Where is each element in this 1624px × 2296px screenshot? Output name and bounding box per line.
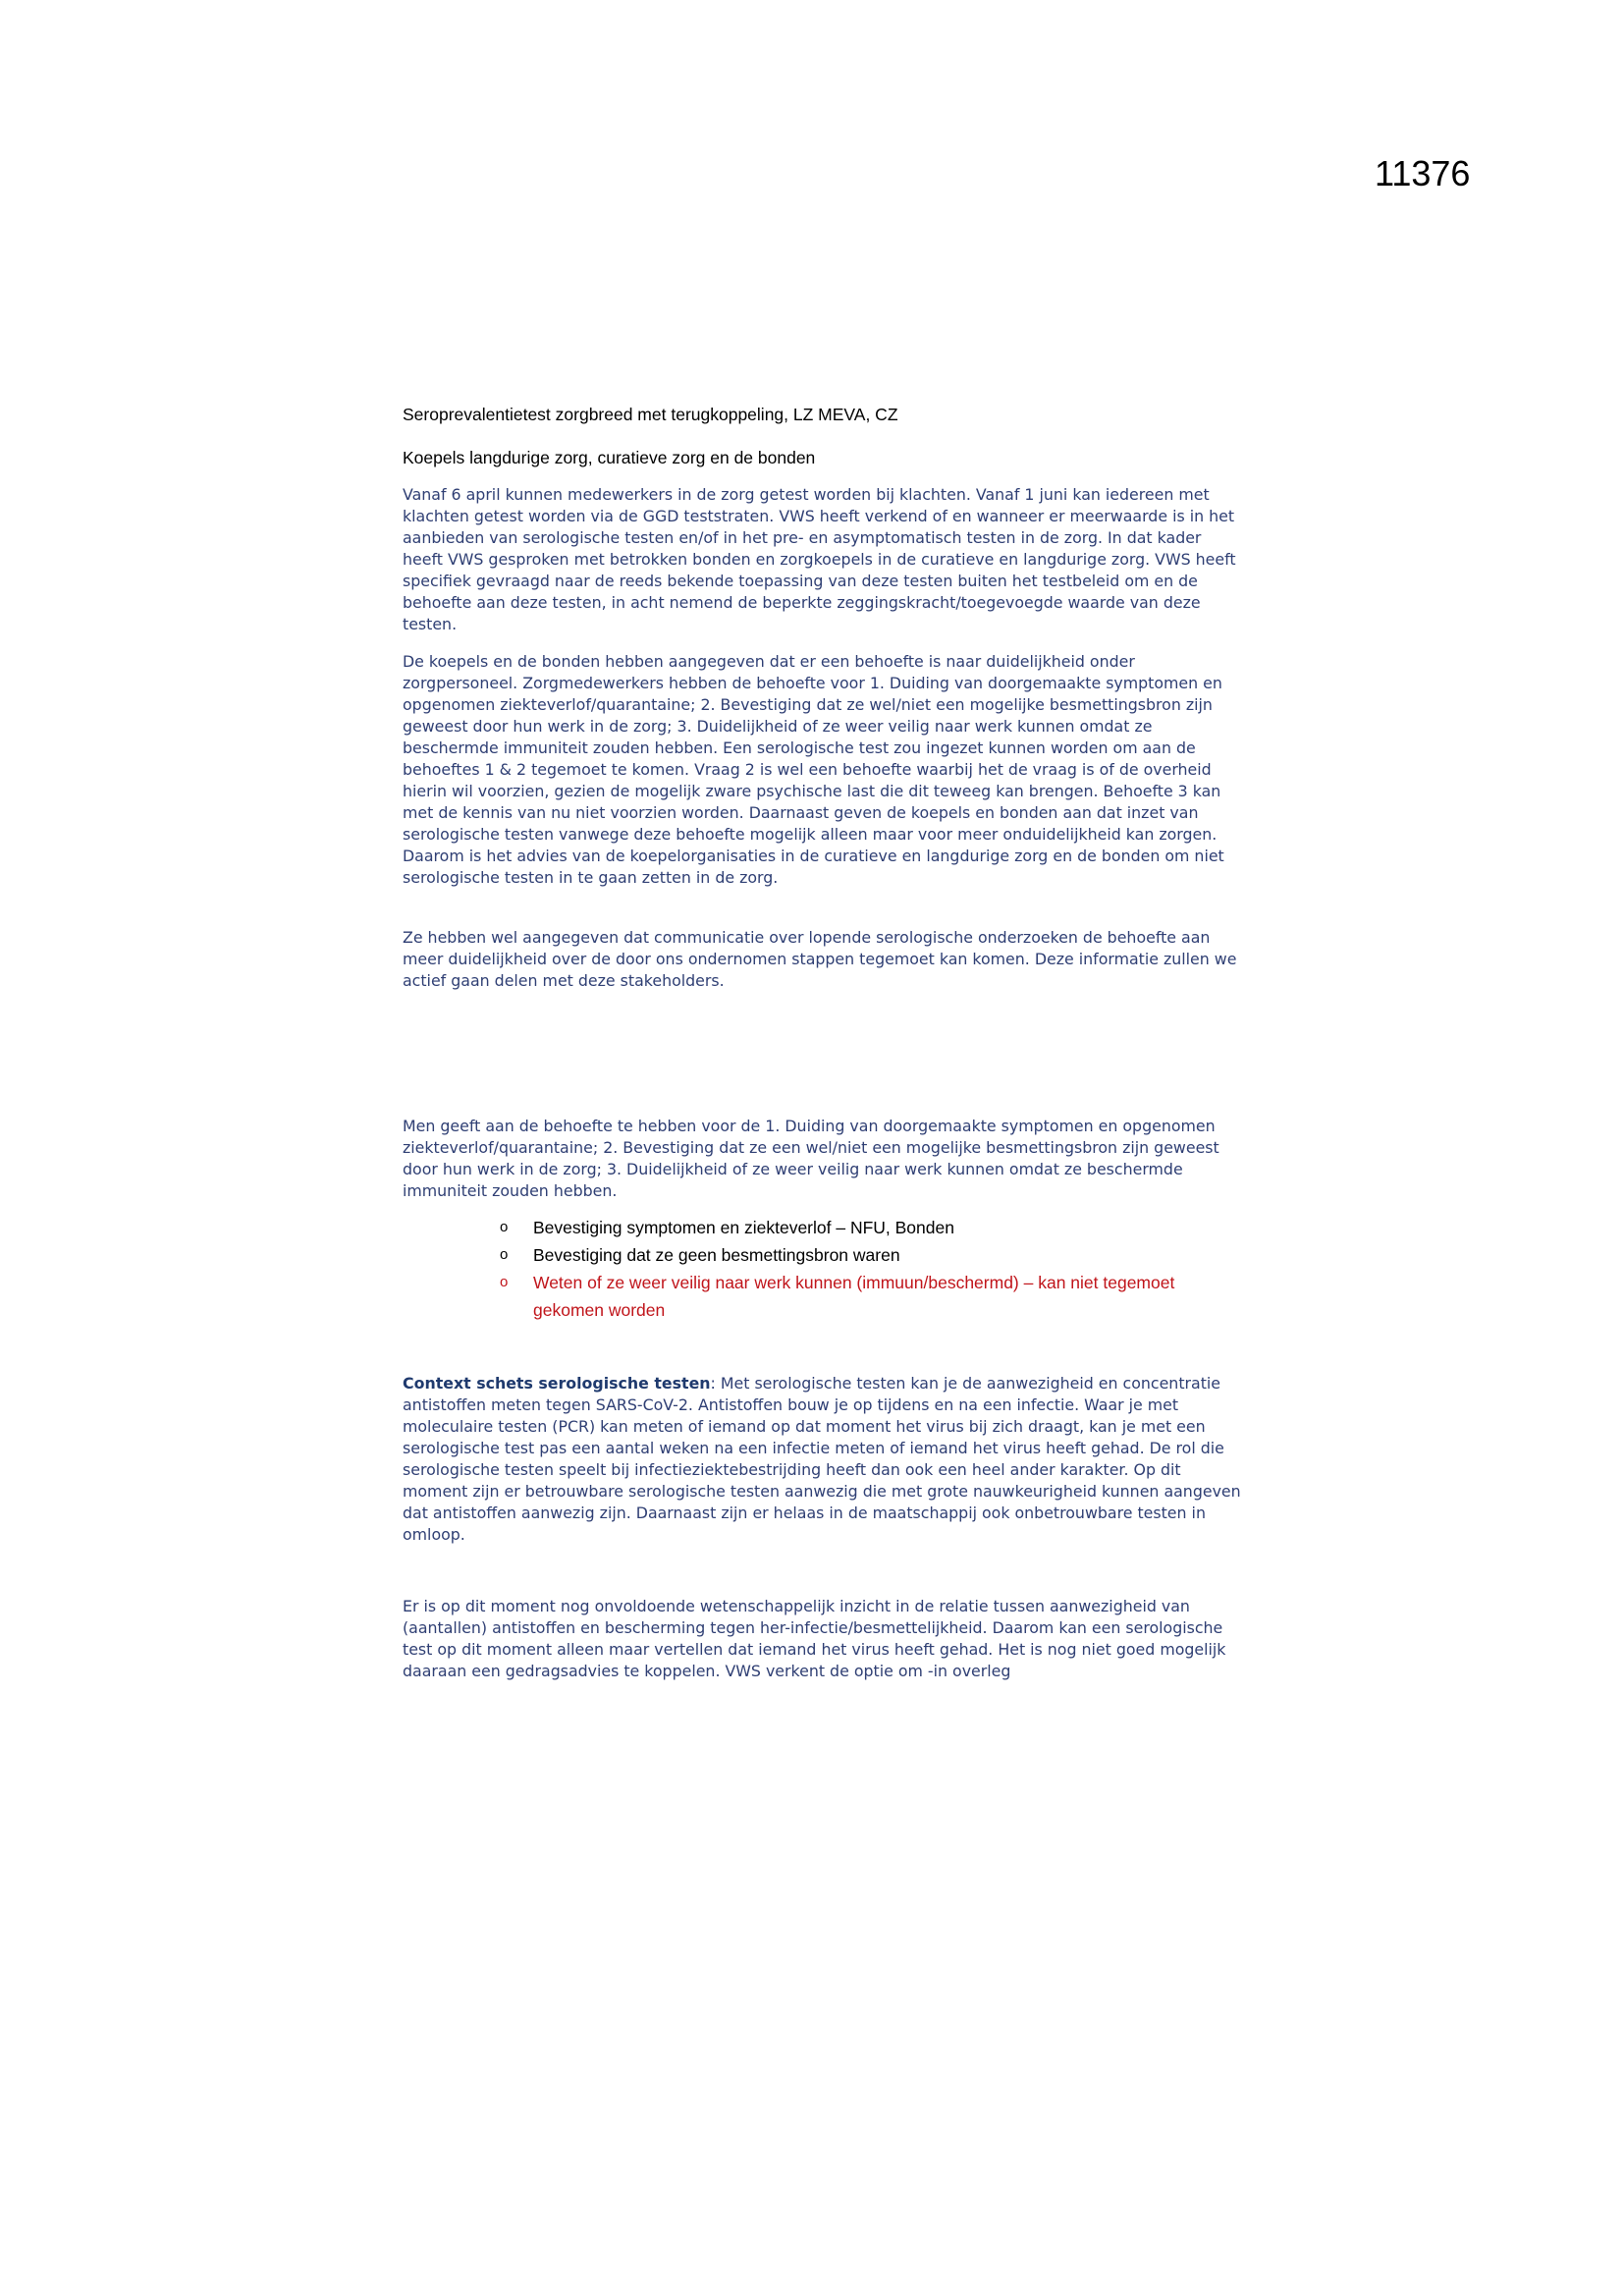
bullet-text: Bevestiging dat ze geen besmettingsbron waren bbox=[533, 1245, 900, 1265]
paragraph-final: Er is op dit moment nog onvoldoende wetenschappelijk inzicht in de relatie tussen aanwezigheid van (aantallen) antistoffen en bescherming tegen her-infectie/besmettelijkheid. Daarom kan een serologische test op dit moment alleen maar vertellen dat iemand het virus heeft gehad. Het is nog niet goed mogelijk daaraan een gedragsadvies te koppelen. VWS verkent de optie om -in overleg bbox=[403, 1597, 1226, 1680]
bullet-text: Weten of ze weer veilig naar werk kunnen (immuun/beschermd) – kan niet tegemoet gekomen worden bbox=[533, 1273, 1175, 1320]
bullet-marker: o bbox=[500, 1274, 509, 1290]
list-item bbox=[496, 1269, 1242, 1324]
bullet-list bbox=[496, 1214, 1242, 1324]
bullet-text: Bevestiging symptomen en ziekteverlof – NFU, Bonden bbox=[533, 1218, 954, 1237]
paragraph-intro: Vanaf 6 april kunnen medewerkers in de zorg getest worden bij klachten. Vanaf 1 juni kan iedereen met klachten getest worden via de GGD teststraten. VWS heeft verkend of en wanneer er meerwaarde is in het aanbieden van serologische testen en/of in het pre- en asymptomatisch testen in de zorg. In dat kader heeft VWS gesproken met betrokken bonden en zorgkoepels in de curatieve en langdurige zorg. VWS heeft specifiek gevraagd naar de reeds bekende toepassing van deze testen buiten het testbeleid om en de behoefte aan deze testen, in acht nemend de beperkte zeggingskracht/toegevoegde waarde van deze testen. bbox=[403, 485, 1236, 633]
paragraph-context bbox=[403, 1373, 1243, 1546]
paragraph-behoefte: Men geeft aan de behoefte te hebben voor de 1. Duiding van doorgemaakte symptomen en opgenomen ziekteverlof/quarantaine; 2. Bevestiging dat ze een wel/niet een mogelijke besmettingsbron zijn geweest door hun werk in de zorg; 3. Duidelijkheid of ze weer veilig naar werk kunnen omdat ze beschermde immuniteit zouden hebben. bbox=[403, 1117, 1219, 1200]
page-number: 11376 bbox=[1375, 153, 1471, 193]
document-subtitle: Koepels langdurige zorg, curatieve zorg en de bonden bbox=[403, 448, 816, 467]
bullet-marker: o bbox=[500, 1246, 509, 1263]
context-text: : Met serologische testen kan je de aanwezigheid en concentratie antistoffen meten tegen SARS-CoV-2. Antistoffen bouw je op tijdens en na een infectie. Waar je met moleculaire testen (PCR) kan meten of iemand op dat moment het virus bij zich draagt, kan je met een serologische test pas een aantal weken na een infectie meten of iemand het virus heeft gehad. De rol die serologische testen speelt bij infectieziektebestrijding heeft dan ook een heel ander karakter. Op dit moment zijn er betrouwbare serologische testen aanwezig die met grote nauwkeurigheid kunnen aangeven dat antistoffen aanwezig zijn. Daarnaast zijn er helaas in de maatschappij ook onbetrouwbare testen in omloop. bbox=[403, 1374, 1241, 1544]
document-title: Seroprevalentietest zorgbreed met terugkoppeling, LZ MEVA, CZ bbox=[403, 405, 898, 424]
list-item bbox=[496, 1214, 1242, 1241]
list-item bbox=[496, 1241, 1242, 1269]
paragraph-needs: De koepels en de bonden hebben aangegeven dat er een behoefte is naar duidelijkheid onder zorgpersoneel. Zorgmedewerkers hebben de behoefte voor 1. Duiding van doorgemaakte symptomen en opgenomen ziekteverlof/quarantaine; 2. Bevestiging dat ze wel/niet een mogelijke besmettingsbron zijn geweest door hun werk in de zorg; 3. Duidelijkheid of ze weer veilig naar werk kunnen omdat ze beschermde immuniteit zouden hebben. Een serologische test zou ingezet kunnen worden om aan de behoeftes 1 & 2 tegemoet te komen. Vraag 2 is wel een behoefte waarbij het de vraag is of de overheid hierin wil voorzien, gezien de mogelijk zware psychische last die dit teweeg kan brengen. Behoefte 3 kan met de kennis van nu niet voorzien worden. Daarnaast geven de koepels en bonden aan dat inzet van serologische testen vanwege deze behoefte mogelijk alleen maar voor meer onduidelijkheid kan zorgen. Daarom is het advies van de koepelorganisaties in de curatieve en langdurige zorg en de bonden om niet serologische testen in te gaan zetten in de zorg. bbox=[403, 652, 1224, 887]
context-label: Context schets serologische testen bbox=[403, 1374, 711, 1393]
bullet-marker: o bbox=[500, 1219, 509, 1235]
paragraph-communication: Ze hebben wel aangegeven dat communicatie over lopende serologische onderzoeken de behoefte aan meer duidelijkheid over de door ons ondernomen stappen tegemoet kan komen. Deze informatie zullen we actief gaan delen met deze stakeholders. bbox=[403, 928, 1237, 990]
